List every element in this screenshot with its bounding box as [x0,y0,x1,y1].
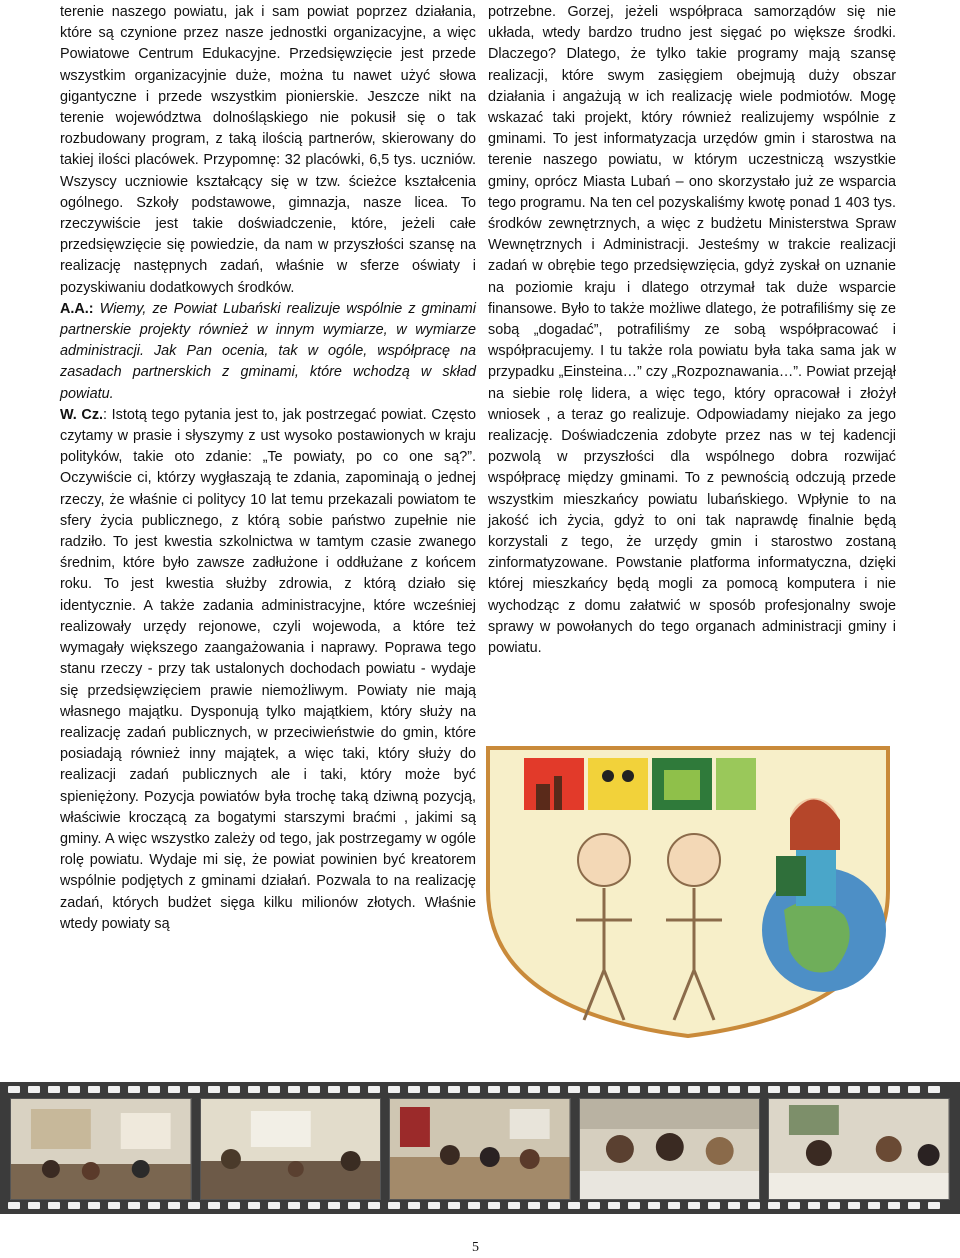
illustration [484,740,898,1040]
photo-meeting-table [389,1098,571,1200]
question-speaker: A.A.: [60,300,94,317]
left-text-column [60,2,476,935]
right-text-column [488,2,896,659]
photo-participants [579,1098,761,1200]
photo-film-strip [0,1082,960,1214]
film-perforations-top [0,1084,960,1096]
film-perforations-bottom [0,1200,960,1212]
answer-text: : Istotą tego pytania jest to, jak postrzegać powiat. Często czytamy w prasie i słyszymy z ust wysoko postawionych w kraju polityków, takie oto zdanie: „Te powiaty, po co one są?”. Oczywiście ci, którzy wygłaszają te zdania, zapominają o jednej rzeczy, że właśnie ci politycy 10 lat temu przekazali powiatom te sfery życia publicznego, z którą sobie państwo zupełnie nie radziło. To jest kwestia szkolnictwa w tamtym czasie zwanego średnim, które było zawsze zadłużone i oddłużane z końcem roku. To jest kwestia służby zdrowia, z którą działo się identycznie. A także zadania administracyjne, które wcześniej realizowały urzędy rejonowe, czyli wojewoda, a które też wymagały większego zaangażowania i naprawy. Poprawa tego stanu rzeczy - przy tak ustalonych dochodach powiatu - wydaje się przedsięwzięciem prawie niemożliwym. Powiaty nie mają własnego majątku. Dysponują tylko majątkiem, który służy na realizację zadań publicznych, w przeciwieństwie do gmin, które posiadają również inny majątek, a więc taki, który służy do realizacji zadań publicznych ale i taki, który może być spieniężony. Pozycja powiatów była trochę taką dziwną pozycją, właściwie kroczącą za bogatymi starszymi braćmi , jakimi są gminy. A więc wszystko zależy od tego, jak postrzegamy w ogóle rolę powiatu. Wydaje mi się, że powiat powinien być kreatorem wspólnie podjętych z gminami działań. Pozwala to na realizację zadań, których budżet sięga kilku milionów złotych. Właśnie wtedy powiaty są [60,406,476,932]
photo-discussion [768,1098,950,1200]
shield-emblem-icon [484,740,898,1040]
people-icon [588,758,648,810]
paragraph-continuation: potrzebne. Gorzej, jeżeli współpraca samorządów się nie układa, wtedy bardzo trudno jest sięgać po większe środki. Dlaczego? Dlatego, że tylko takie programy mają szansę realizacji, które swym zasięgiem obejmują duży obszar działania i angażują w ich realizację wiele podmiotów. Mogę wskazać taki projekt, który również realizujemy wspólnie z gminami. To jest informatyzacja urzędów gmin i starostwa na terenie naszego powiatu, w którym uczestniczą wszystkie gminy, oprócz Miasta Lubań – ono skorzystało już ze wsparcia tego programu. Na ten cel pozyskaliśmy kwotę ponad 1 403 tys. środków zewnętrznych, a więc z budżetu Ministerstwa Spraw Wewnętrznych i Administracji. Jesteśmy w trakcie realizacji zadań w obrębie tego przedsięwzięcia, gdyż zyskał on uznanie na poziomie kraju i dlatego otrzymał tak duże wsparcie finansowe. Było to także możliwe dlatego, że potrafiliśmy się ze sobą „dogadać”, potrafiliśmy ze sobą współpracować i współpracujemy. I tu także rola powiatu była taka sama jak w przypadku „Einsteina…” czy „Rozpoznawania…”. Powiat przejął na siebie rolę lidera, a więc tego, który opracował i złożył wniosek , a teraz go realizuje. Odpowiadamy niejako za jego realizację. Doświadczenia zdobyte przez nas w tej kadencji pozwolą w przyszłości dla wspólnego dobra rozwijać współpracę między gminami. To z pewnością odczują przede wszystkim mieszkańcy powiatu lubańskiego. Wpłynie to na jakość ich życia, gdyż to oni tak naprawdę finalnie będą korzystali z tego, że urzędy gmin i starostwo zostaną zinformatyzowane. Powstanie platforma informatyczna, dzięki której mieszkańcy będą mogli za pomocą komputera i nie wychodząc z domu załatwić w sposób profesjonalny swoje sprawy w powołanych do tego organach administracji gminy i powiatu. [488,4,896,657]
paragraph-intro: terenie naszego powiatu, jak i sam powiat poprzez działania, które są czynione przez nasze jednostki organizacyjne, a więc Powiatowe Centrum Edukacyjne. Przedsięwzięcie jest przede wszystkim organizacyjnie duże, można tu nawet użyć słowa gigantyczne i przede wszystkim pionierskie. Jeszcze nikt na terenie województwa dolnośląskiego nie pokusił się o tak rozbudowany program, z taką ilością partnerów, skierowany do takiej ilości placówek. Przypomnę: 32 placówki, 6,5 tys. uczniów. Wszyscy uczniowie kształcący się w tzw. ścieżce kształcenia ogólnego. Szkoły podstawowe, gimnazja, nasze licea. To rzeczywiście jest takie doświadczenie, które, jeżeli całe przedsięwzięcie się powiedzie, da nam w przyszłości szansę na realizację następnych zadań, właśnie w sferze oświaty i pozyskiwaniu dodatkowych środków. [60,4,476,296]
question-paragraph [60,299,476,405]
photo-conference-room-1 [10,1098,192,1200]
photo-conference-room-2 [200,1098,382,1200]
answer-speaker: W. Cz. [60,406,104,423]
page-number: 5 [472,1240,479,1255]
answer-paragraph [60,405,476,935]
question-text: Wiemy, ze Powiat Lubański realizuje wspólnie z gminami partnerskie projekty również w innym wymiarze, w wymiarze administracji. Jak Pan ocenia, tak w ogóle, współpracę na zasadach partnerskich z gminami, które wchodzą w skład powiatu. [60,300,476,402]
